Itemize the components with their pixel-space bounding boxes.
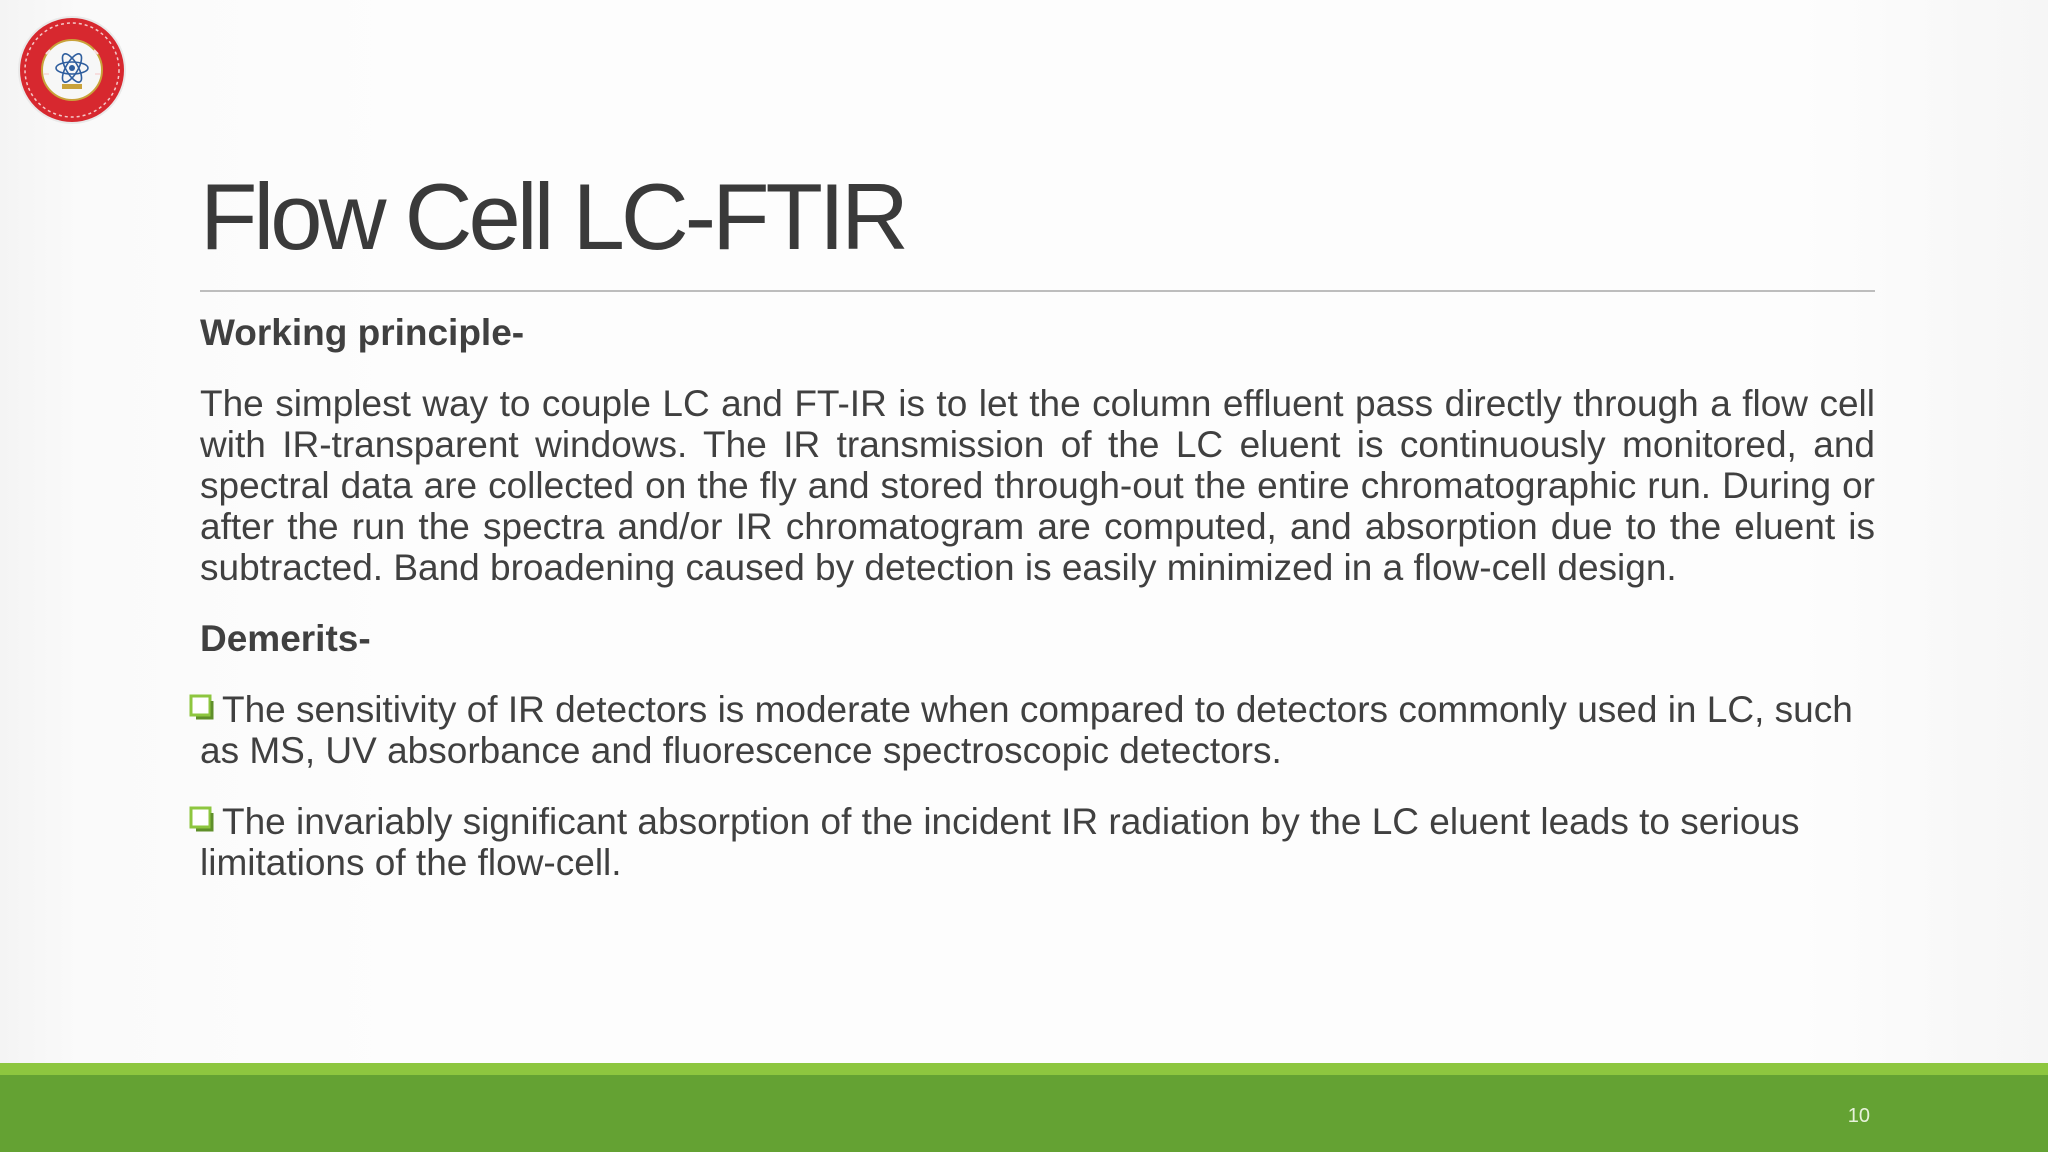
university-seal-logo (16, 14, 128, 126)
demerit-text: The invariably significant absorption of the incident IR radiation by the LC eluent leads to serious limitations of the flow-cell. (200, 801, 1800, 883)
demerits-list (200, 689, 1875, 883)
title-divider (200, 290, 1875, 292)
page-number: 10 (1847, 1105, 1870, 1127)
slide-title: Flow Cell LC-FTIR (200, 164, 905, 269)
list-item (200, 801, 1875, 883)
working-principle-heading: Working principle- (200, 312, 525, 353)
footer-accent-band (0, 1063, 2048, 1075)
working-principle-text: The simplest way to couple LC and FT-IR is to let the column effluent pass directly through a flow cell with IR-transparent windows. The IR transmission of the LC eluent is continuously monitored, and spectral data are collected on the fly and stored through-out the entire chromatographic run. During or after the run the spectra and/or IR chromatogram are computed, and absorption due to the eluent is subtracted. Band broadening caused by detection is easily minimized in a flow-cell design. (200, 383, 1875, 588)
slide-body (200, 312, 1875, 913)
footer-bar (0, 1075, 2048, 1152)
hollow-square-bullet-icon (188, 693, 218, 723)
hollow-square-bullet-icon (188, 805, 218, 835)
demerit-text: The sensitivity of IR detectors is moderate when compared to detectors commonly used in LC, such as MS, UV absorbance and fluorescence spectroscopic detectors. (200, 689, 1853, 771)
list-item (200, 689, 1875, 771)
demerits-heading: Demerits- (200, 618, 371, 659)
